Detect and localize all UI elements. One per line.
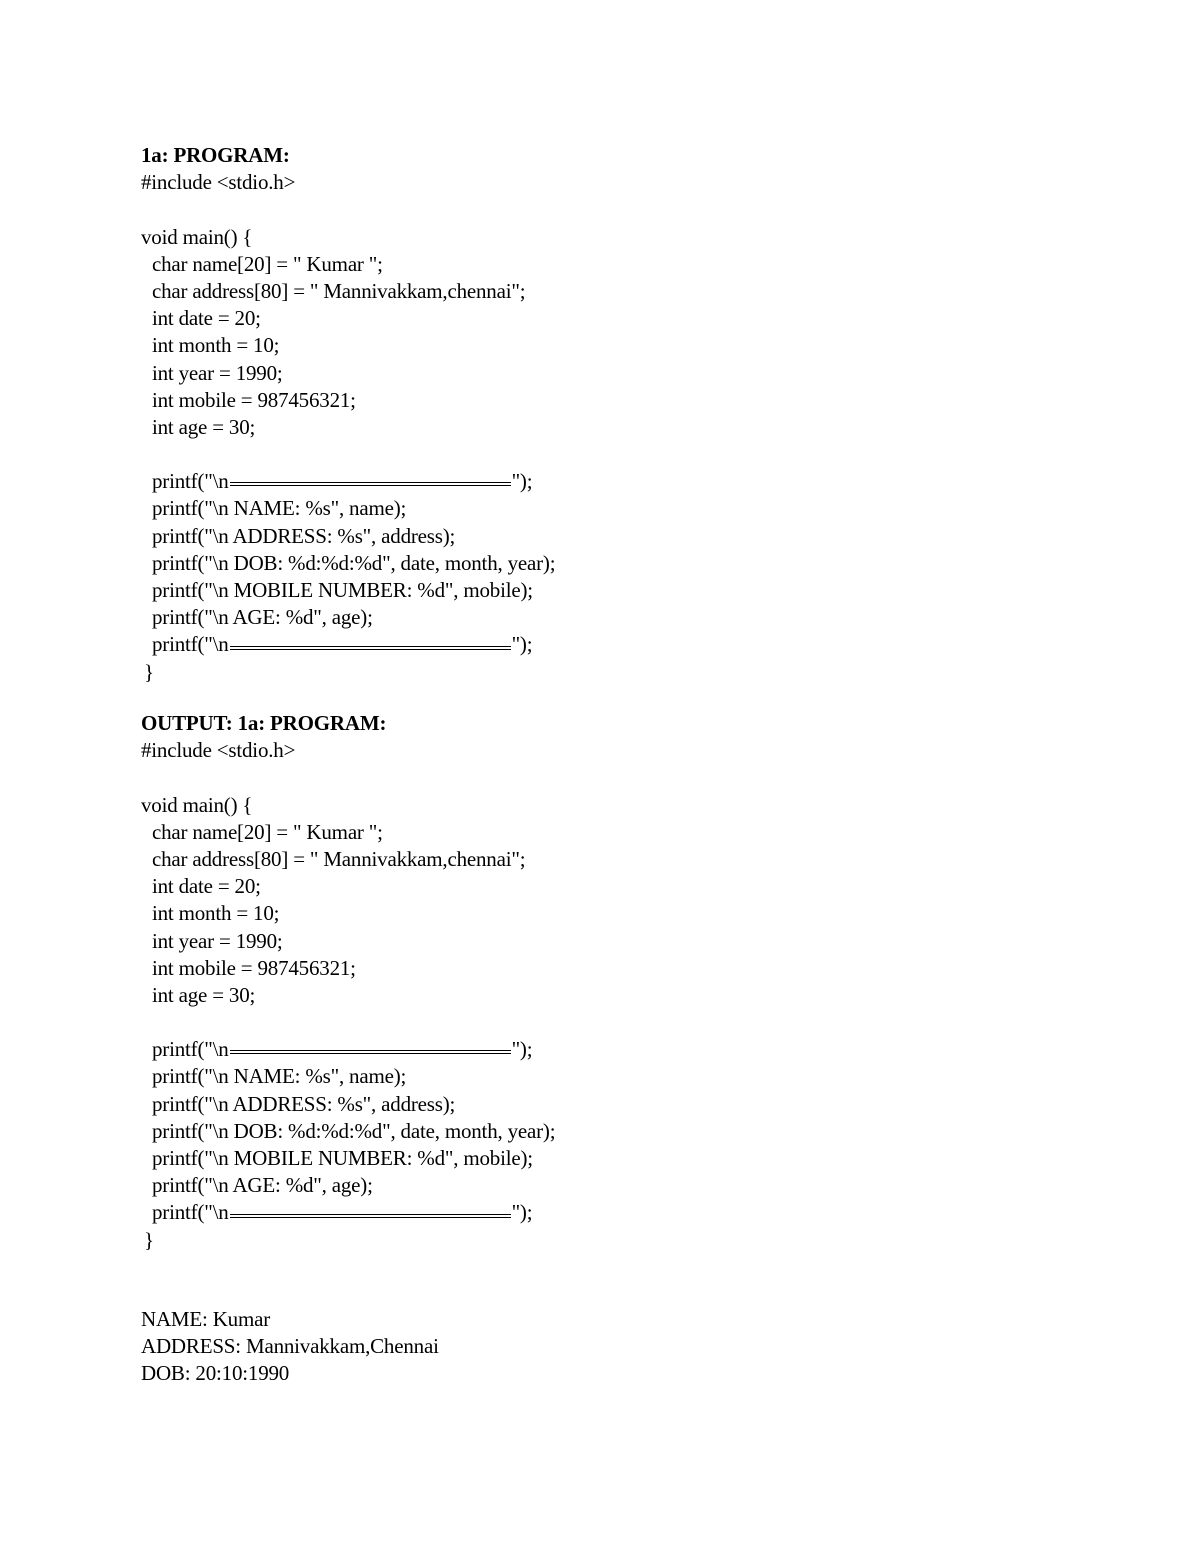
printf-line: printf("\n AGE: %d", age); xyxy=(152,605,373,630)
rule-prefix: printf("\n xyxy=(152,632,229,657)
blank-line xyxy=(141,1009,1141,1036)
decl-line: int date = 20; xyxy=(152,874,261,899)
printf-line: printf("\n DOB: %d:%d:%d", date, month, year); xyxy=(152,550,556,575)
rule-prefix: printf("\n xyxy=(152,469,229,494)
main-open-line: void main() { xyxy=(141,224,253,249)
decl-line: int month = 10; xyxy=(152,333,280,358)
output-address-line: ADDRESS: Mannivakkam,Chennai xyxy=(141,1334,439,1359)
decl-line: int age = 30; xyxy=(152,414,256,439)
rule-prefix: printf("\n xyxy=(152,1037,229,1062)
printf-rule-line xyxy=(141,1036,1141,1063)
decl-line: int mobile = 987456321; xyxy=(152,955,356,980)
output-program-section xyxy=(141,710,1141,1254)
main-close-line: } xyxy=(144,659,154,684)
program-section xyxy=(141,142,1141,686)
printf-line: printf("\n NAME: %s", name); xyxy=(152,496,407,521)
output-name-line: NAME: Kumar xyxy=(141,1307,271,1331)
output-dob-line: DOB: 20:10:1990 xyxy=(141,1361,290,1386)
printf-rule-line xyxy=(141,631,1141,658)
decl-line: char address[80] = " Mannivakkam,chennai"; xyxy=(152,846,526,871)
main-close-line: } xyxy=(144,1227,154,1252)
rule-suffix: "); xyxy=(511,1037,533,1062)
printf-rule-line xyxy=(141,1199,1141,1226)
decl-line: int year = 1990; xyxy=(152,928,283,953)
decl-line: int date = 20; xyxy=(152,306,261,331)
printf-rule-line xyxy=(141,468,1141,495)
printf-line: printf("\n ADDRESS: %s", address); xyxy=(152,523,456,548)
decl-line: int mobile = 987456321; xyxy=(152,387,356,412)
rule-suffix: "); xyxy=(511,632,533,657)
blank-line xyxy=(141,441,1141,468)
printf-line: printf("\n AGE: %d", age); xyxy=(152,1173,373,1198)
double-rule xyxy=(230,646,511,650)
program-heading: 1a: PROGRAM: xyxy=(141,143,290,167)
decl-line: int year = 1990; xyxy=(152,360,283,385)
double-rule xyxy=(230,482,511,486)
double-rule xyxy=(230,1050,511,1054)
decl-line: char address[80] = " Mannivakkam,chennai"; xyxy=(152,278,526,303)
decl-line: int age = 30; xyxy=(152,982,256,1007)
printf-line: printf("\n MOBILE NUMBER: %d", mobile); xyxy=(152,1146,533,1170)
double-rule xyxy=(230,1214,511,1218)
rule-suffix: "); xyxy=(511,469,533,494)
printf-line: printf("\n DOB: %d:%d:%d", date, month, year); xyxy=(152,1118,556,1143)
blank-line xyxy=(141,196,1141,223)
blank-line xyxy=(141,764,1141,791)
decl-line: int month = 10; xyxy=(152,901,280,926)
decl-line: char name[20] = " Kumar "; xyxy=(152,819,383,844)
decl-line: char name[20] = " Kumar "; xyxy=(152,251,383,276)
output-heading: OUTPUT: 1a: PROGRAM: xyxy=(141,711,387,735)
printf-line: printf("\n MOBILE NUMBER: %d", mobile); xyxy=(152,578,533,602)
program-output xyxy=(141,1306,1141,1388)
printf-line: printf("\n NAME: %s", name); xyxy=(152,1064,407,1089)
rule-prefix: printf("\n xyxy=(152,1200,229,1225)
include-line: #include <stdio.h> xyxy=(141,170,296,195)
include-line: #include <stdio.h> xyxy=(141,738,296,763)
main-open-line: void main() { xyxy=(141,792,253,817)
printf-line: printf("\n ADDRESS: %s", address); xyxy=(152,1091,456,1116)
rule-suffix: "); xyxy=(511,1200,533,1225)
